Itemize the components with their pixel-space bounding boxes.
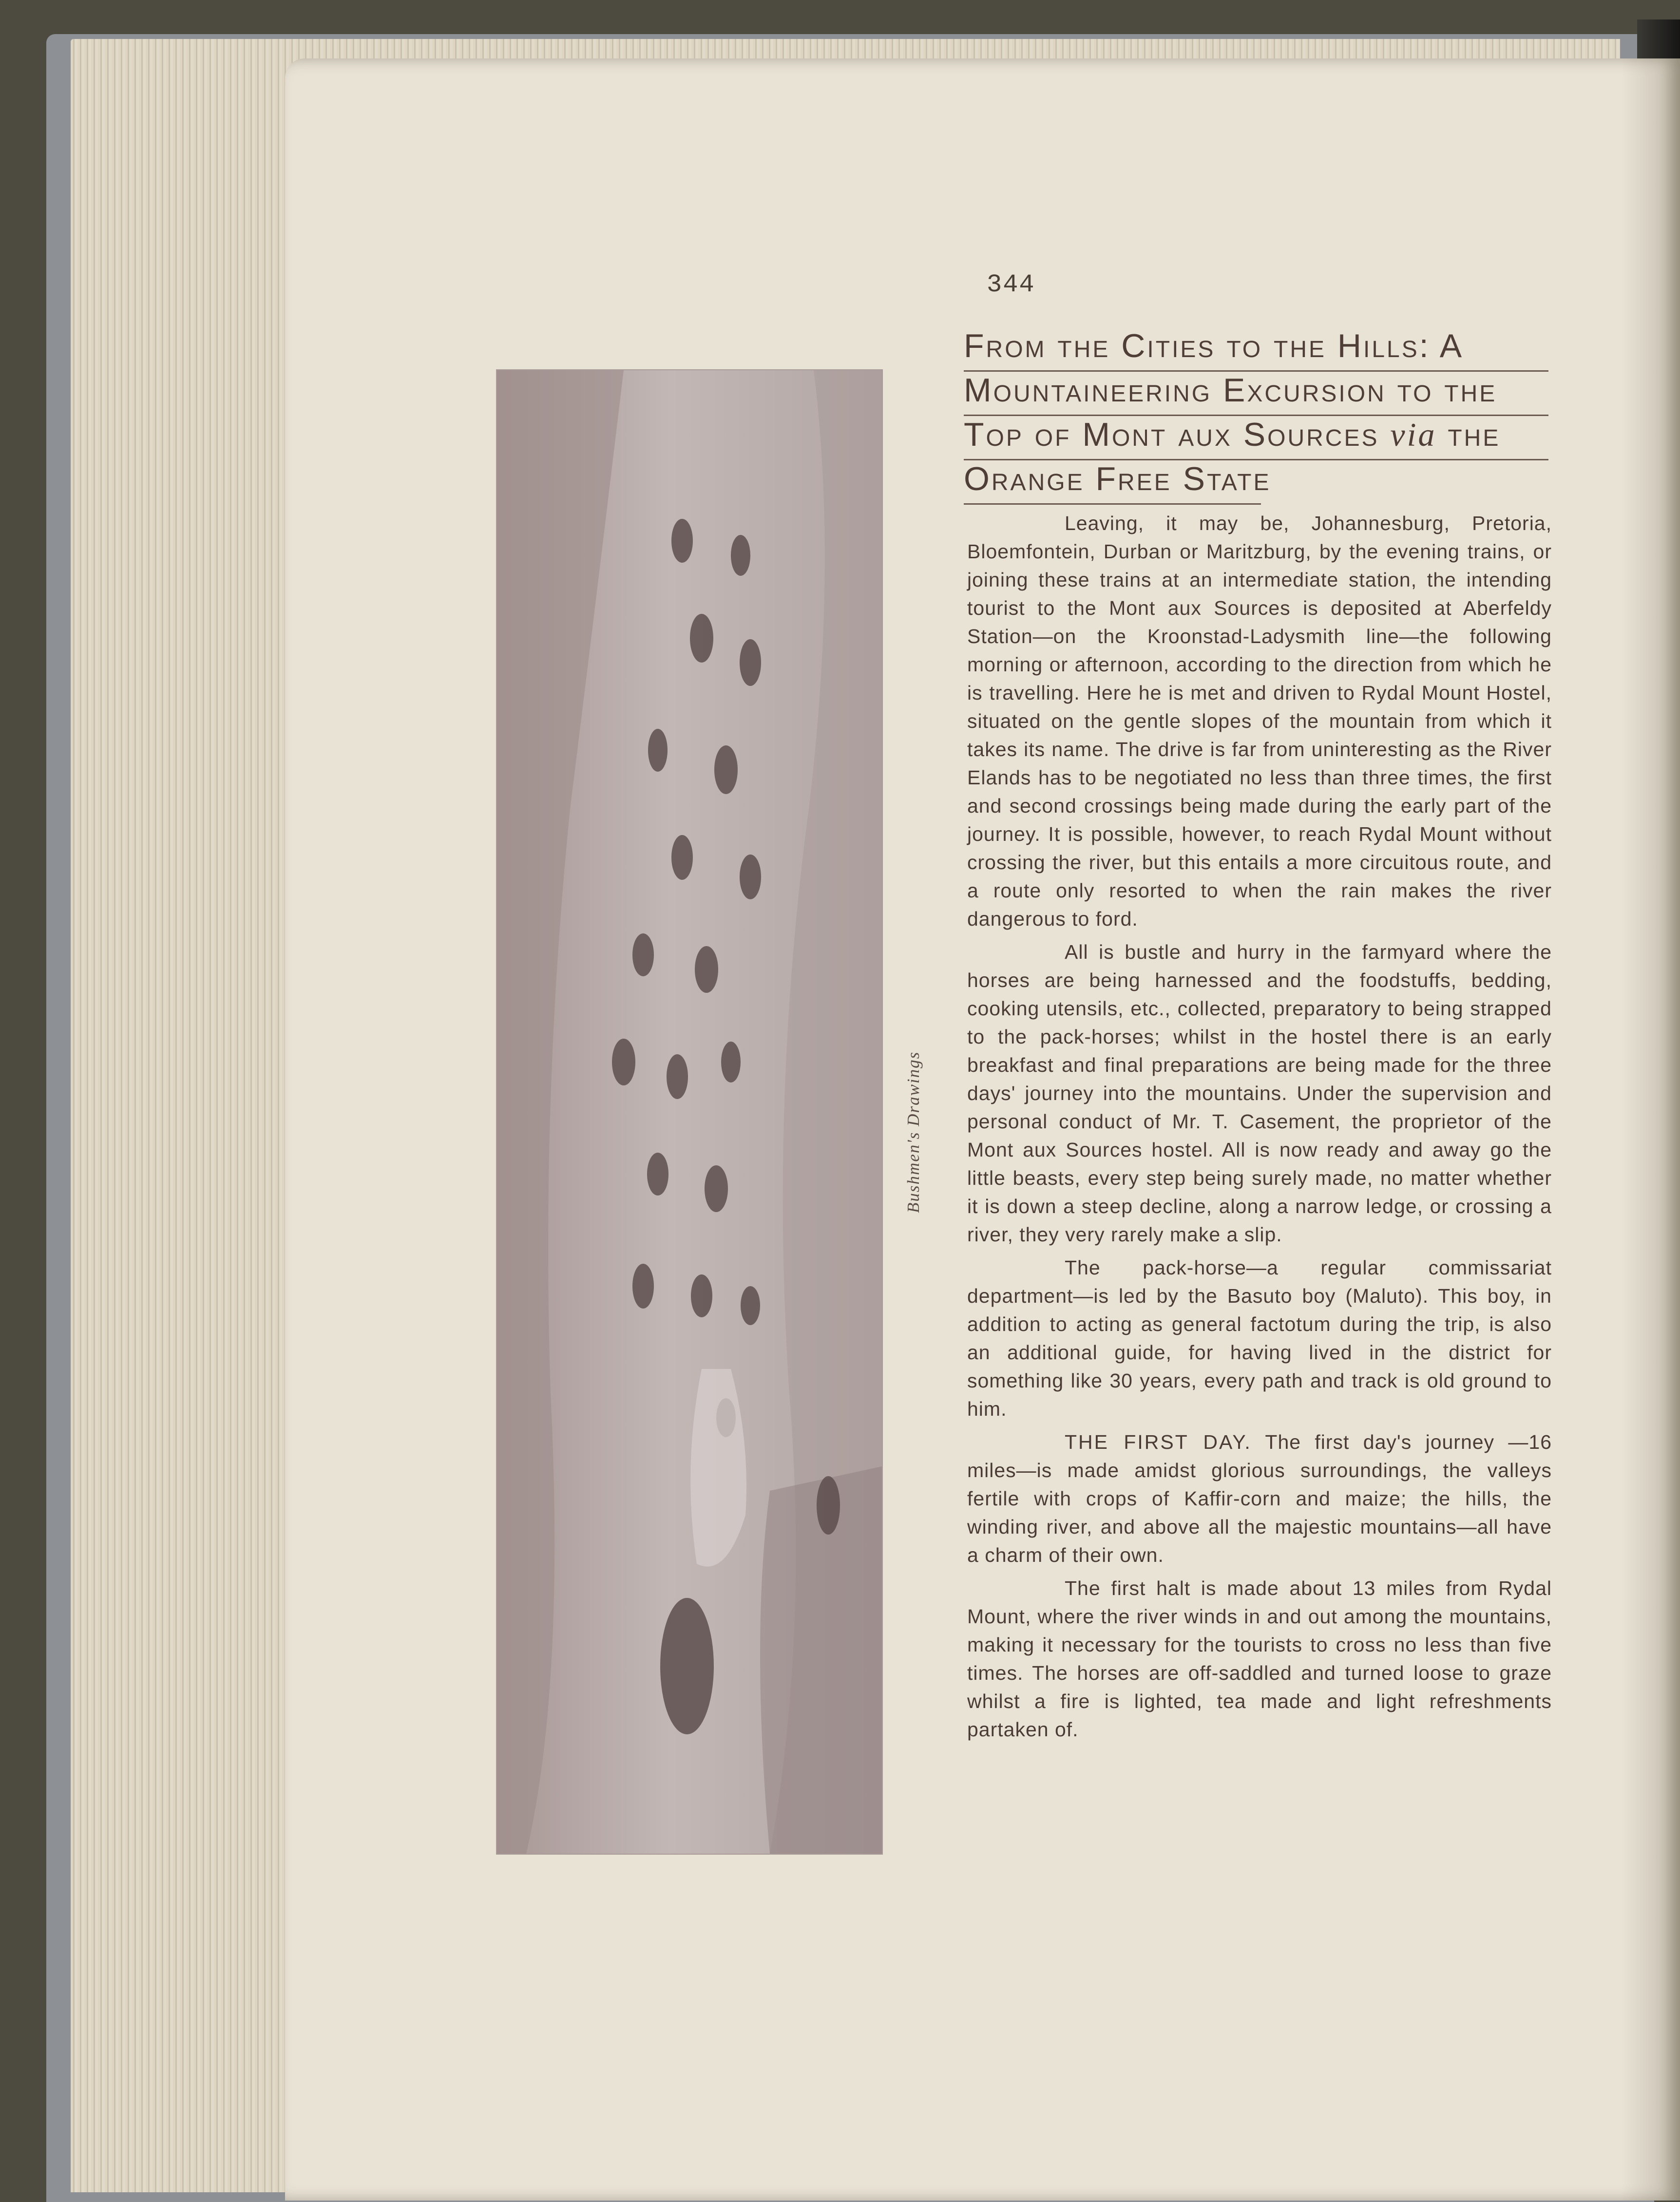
title-line-2: Mountaineering Excursion to the bbox=[964, 372, 1548, 416]
paragraph-3 bbox=[967, 1253, 1552, 1423]
paragraph-4-text: The first day's journey —16 miles—is made amidst glorious surroundings, the valleys fertile with crops of Kaffir-corn and maize; the hills, the winding river, and above all the majestic mountains—all have a charm of their own. bbox=[967, 1431, 1552, 1566]
rock-art-image bbox=[497, 370, 882, 1854]
paragraph-5-text: The first halt is made about 13 miles from Rydal Mount, where the river winds in and out among the mountains, making it necessary for the tourists to cross no less than five times. The horses are off-saddled and turned loose to graze whilst a fire is lighted, tea made and light refreshments partaken of. bbox=[967, 1577, 1552, 1741]
title-line-3 bbox=[964, 416, 1548, 460]
title-via: via bbox=[1390, 416, 1437, 453]
figure-caption: Bushmen's Drawings bbox=[904, 1051, 923, 1213]
article-title bbox=[964, 327, 1548, 505]
page-number: 344 bbox=[987, 270, 1035, 299]
article-body bbox=[967, 509, 1552, 1748]
bushmen-drawings-plate bbox=[497, 370, 882, 1854]
paragraph-2 bbox=[967, 938, 1552, 1249]
paragraph-5 bbox=[967, 1574, 1552, 1744]
paragraph-3-text: The pack-horse—a regular commissariat department—is led by the Basuto boy (Maluto). This boy, in addition to acting as general factotum during the trip, is also an additional guide, for having lived in the district for something like 30 years, every path and track is old ground to him. bbox=[967, 1256, 1552, 1420]
title-line-1: From the Cities to the Hills: A bbox=[964, 327, 1548, 372]
paragraph-2-text: All is bustle and hurry in the farmyard where the horses are being harnessed and the foodstuffs, bedding, cooking utensils, etc., collected, preparatory to being strapped to the pack-horses; whilst in the hostel there is an early breakfast and final preparations are being made for the three days' journey into the mountains. Under the supervision and personal conduct of Mr. T. Casement, the proprietor of the Mont aux Sources hostel. All is now ready and away go the little beasts, every step being surely made, no matter whether it is down a steep decline, along a narrow ledge, or crossing a river, they very rarely make a slip. bbox=[967, 941, 1552, 1246]
paragraph-4 bbox=[967, 1428, 1552, 1569]
paragraph-1 bbox=[967, 509, 1552, 933]
paragraph-1-text: Leaving, it may be, Johannesburg, Pretoria, Bloemfontein, Durban or Maritzburg, by the evening trains, or joining these trains at an intermediate station, the intending tourist to the Mont aux Sources is deposited at Aberfeldy Station—on the Kroonstad-Ladysmith line—the following morning or afternoon, according to the direction from which he is travelling. Here he is met and driven to Rydal Mount Hostel, situated on the gentle slopes of the mountain from which it takes its name. The drive is far from uninteresting as the River Elands has to be negotiated no less than three times, the first and second crossings being made during the early part of the journey. It is possible, however, to reach Rydal Mount without crossing the river, but this entails a more circuitous route, and a route only resorted to when the rain makes the river dangerous to ford. bbox=[967, 512, 1552, 930]
gutter-shade bbox=[1622, 58, 1680, 2201]
title-line-3-end: the bbox=[1436, 416, 1501, 453]
title-line-4: Orange Free State bbox=[964, 460, 1261, 505]
section-heading-first-day: THE FIRST DAY. bbox=[1065, 1431, 1252, 1453]
title-line-3-start: Top of Mont aux Sources bbox=[964, 416, 1391, 453]
